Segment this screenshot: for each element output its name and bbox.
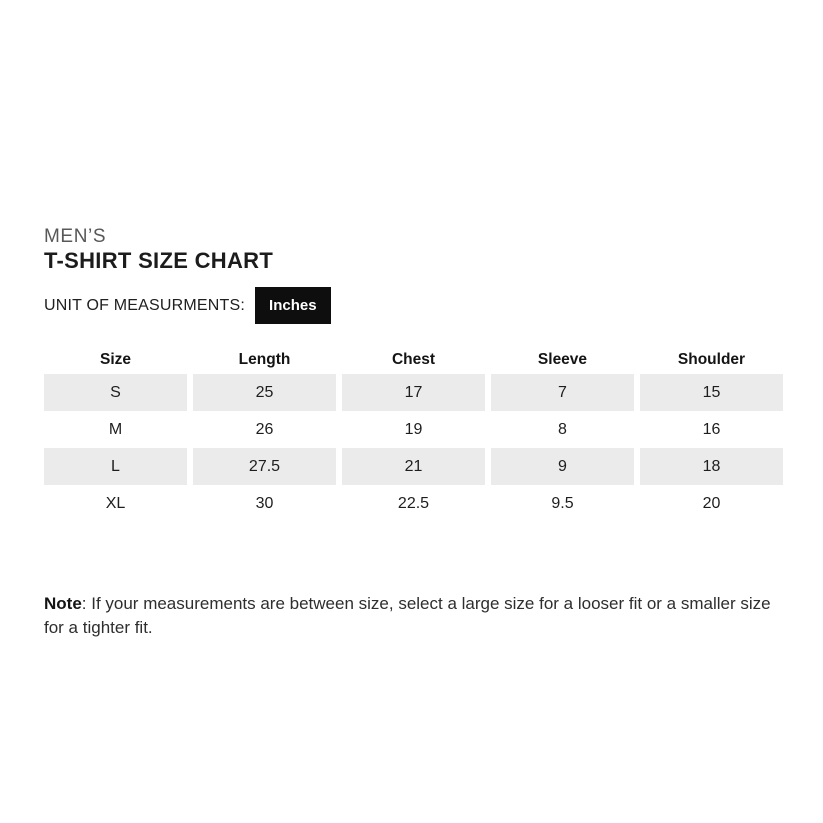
cell-s-shoulder: 15 [640,374,783,411]
cell-xl-length: 30 [255,494,274,512]
table-header-row [44,345,783,374]
cell-l-chest: 21 [342,448,485,485]
cell-m-sleeve: 8 [558,420,567,438]
size-chart-content [44,226,783,640]
cell-l-length: 27.5 [193,448,336,485]
table-header-length: Length [238,350,291,368]
cell-s-size: S [44,374,187,411]
table-row-s [44,374,783,411]
table-header-sleeve: Sleeve [537,350,588,368]
cell-l-shoulder: 18 [640,448,783,485]
category-eyebrow: MEN’S [44,226,107,247]
table-header-chest: Chest [391,350,436,368]
cell-m-chest: 19 [404,420,423,438]
table-row-l [44,448,783,485]
unit-inches-button[interactable]: Inches [255,287,331,324]
cell-m-shoulder: 16 [702,420,721,438]
note-text: : If your measurements are between size, select a large size for a looser fit or a smaller size for a tighter fit. [44,594,771,637]
note-label: Note [44,594,82,613]
cell-xl-shoulder: 20 [702,494,721,512]
cell-m-length: 26 [255,420,274,438]
cell-s-length: 25 [193,374,336,411]
unit-of-measurement-label: UNIT OF MEASURMENTS: [44,296,246,314]
cell-m-size: M [108,420,123,438]
cell-l-sleeve: 9 [491,448,634,485]
cell-l-size: L [44,448,187,485]
cell-xl-sleeve: 9.5 [551,494,574,512]
cell-xl-chest: 22.5 [397,494,430,512]
cell-xl-size: XL [105,494,126,512]
table-row-m [44,411,783,448]
page-title: T-SHIRT SIZE CHART [44,248,274,273]
size-table [44,345,783,522]
fit-note [44,592,786,640]
table-header-shoulder: Shoulder [677,350,746,368]
table-header-size: Size [99,350,131,368]
cell-s-sleeve: 7 [491,374,634,411]
unit-of-measurement-row [44,287,783,324]
cell-s-chest: 17 [342,374,485,411]
table-row-xl [44,485,783,522]
